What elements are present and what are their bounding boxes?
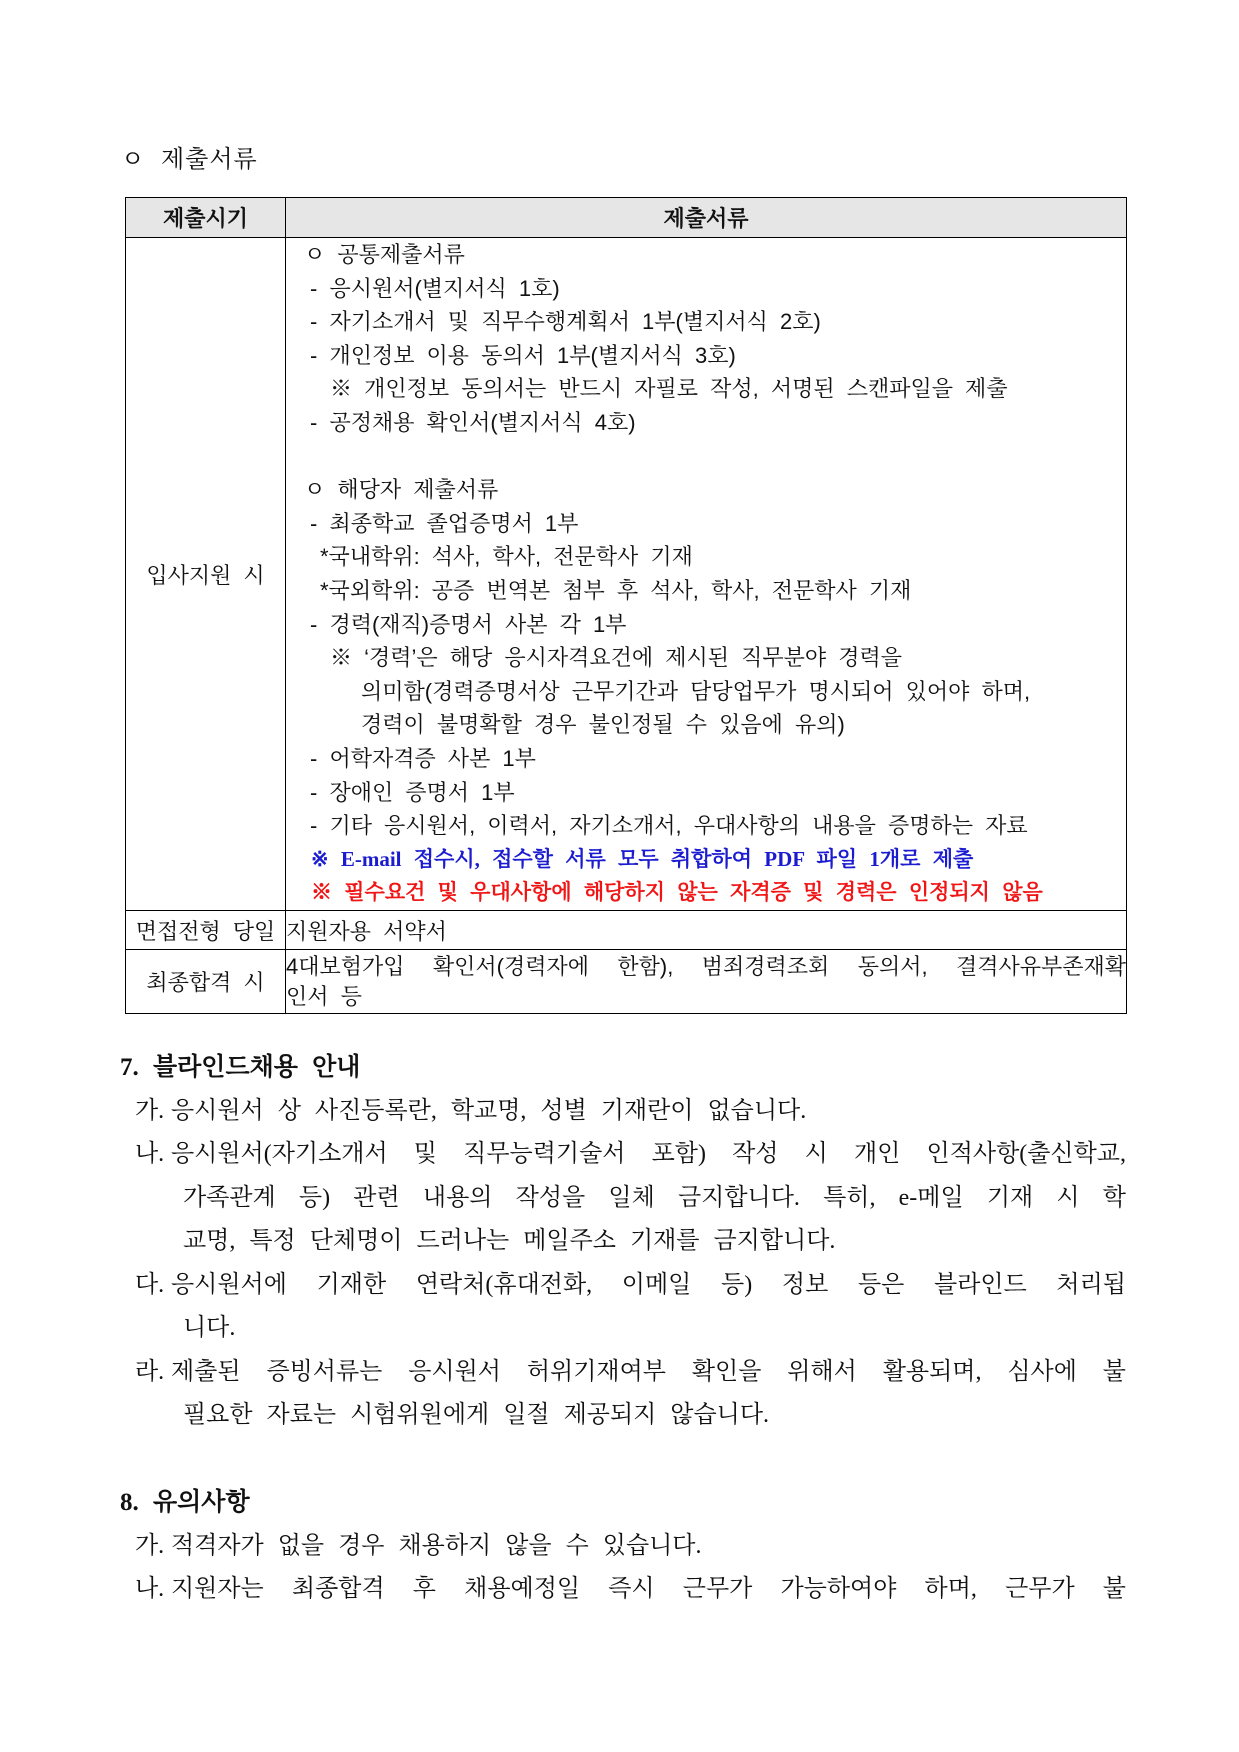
timing-cell: 최종합격 시 — [126, 950, 286, 1014]
document-item: - 경력(재직)증명서 사본 각 1부 — [310, 611, 627, 637]
document-note: ※ 개인정보 동의서는 반드시 자필로 작성, 서명된 스캔파일을 제출 — [330, 376, 1008, 402]
item-text-continued: 필요한 자료는 시험위원에게 일절 제공되지 않습니다. — [183, 1402, 770, 1428]
section-spacer — [120, 1438, 1126, 1482]
submission-docs-intro — [121, 143, 258, 177]
documents-cell — [286, 950, 1127, 1014]
list-item — [120, 1264, 1126, 1308]
timing-cell: 면접전형 당일 — [126, 911, 286, 950]
document-item: - 최종학교 졸업증명서 1부 — [310, 510, 579, 536]
table-row — [126, 950, 1127, 1014]
list-item — [120, 1133, 1126, 1177]
timing-cell: 입사지원 시 — [126, 238, 286, 911]
document-item: - 기타 응시원서, 이력서, 자기소개서, 우대사항의 내용을 증명하는 자료 — [310, 813, 1028, 839]
column-header-documents: 제출서류 — [286, 198, 1127, 238]
document-note: ※ ‘경력’은 해당 응시자격요건에 제시된 직무분야 경력을 — [330, 645, 902, 671]
document-note-continued: 경력이 불명확할 경우 불인정될 수 있음에 유의) — [361, 712, 845, 738]
document-sub-item: *국내학위: 석사, 학사, 전문학사 기재 — [320, 544, 693, 570]
section-heading-blind-hiring: 7. 블라인드채용 안내 — [120, 1054, 361, 1081]
document-item: - 어학자격증 사본 1부 — [310, 745, 536, 771]
item-text-continued: 교명, 특정 단체명이 드러나는 메일주소 기재를 금지합니다. — [183, 1228, 836, 1254]
document-item: - 자기소개서 및 직무수행계획서 1부(별지서식 2호) — [310, 309, 821, 335]
document-item: - 응시원서(별지서식 1호) — [310, 275, 560, 301]
document-line: 4대보험가입 확인서(경력자에 한함), 범죄경력조회 동의서, 결격사유부존재확 — [286, 953, 1126, 979]
table-header-row — [126, 198, 1127, 238]
notice-sections — [120, 1046, 1126, 1612]
item-text: 응시원서에 기재한 연락처(휴대전화, 이메일 등) 정보 등은 블라인드 처리됩 — [171, 1271, 1126, 1298]
item-text: 응시원서(자기소개서 및 직무능력기술서 포함) 작성 시 개인 인적사항(출신학교, — [171, 1141, 1126, 1167]
submission-documents-table — [125, 197, 1127, 1014]
item-text-continued: 니다. — [183, 1315, 236, 1341]
item-text: 제출된 증빙서류는 응시원서 허위기재여부 확인을 위해서 활용되며, 심사에 불 — [171, 1358, 1126, 1385]
email-submission-notice: ※ E-mail 접수시, 접수할 서류 모두 취합하여 PDF 파일 1개로 제출 — [311, 846, 974, 871]
document-item: - 공정채용 확인서(별지서식 4호) — [310, 409, 636, 435]
document-line: 인서 등 — [286, 983, 362, 1009]
list-item — [120, 1568, 1126, 1612]
documents-cell: 지원자용 서약서 — [286, 911, 1127, 950]
not-recognized-warning: ※ 필수요건 및 우대사항에 해당하지 않는 자격증 및 경력은 인정되지 않음 — [311, 880, 1043, 905]
document-item: - 장애인 증명서 1부 — [310, 779, 515, 805]
document-sub-item: *국외학위: 공증 번역본 첨부 후 석사, 학사, 전문학사 기재 — [320, 577, 912, 603]
item-label: 나. — [135, 1576, 165, 1602]
column-header-timing: 제출시기 — [126, 198, 286, 238]
circle-bullet-icon: ㅇ — [121, 146, 145, 173]
table-row — [126, 238, 1127, 911]
item-label: 나. — [135, 1141, 165, 1167]
section-heading-cautions: 8. 유의사항 — [120, 1489, 250, 1516]
item-label: 라. — [135, 1358, 165, 1385]
blank-line — [286, 440, 1126, 474]
list-item — [120, 1525, 1126, 1569]
item-text: 지원자는 최종합격 후 채용예정일 즉시 근무가 가능하여야 하며, 근무가 불 — [171, 1576, 1126, 1602]
item-text-continued: 가족관계 등) 관련 내용의 작성을 일체 금지합니다. 특히, e-메일 기재 시 학 — [183, 1184, 1126, 1211]
list-item — [120, 1090, 1126, 1134]
document-item: - 개인정보 이용 동의서 1부(별지서식 3호) — [310, 342, 736, 368]
item-text: 응시원서 상 사진등록란, 학교명, 성별 기재란이 없습니다. — [171, 1097, 807, 1124]
intro-title: 제출서류 — [161, 146, 258, 173]
table-row — [126, 911, 1127, 950]
item-label: 다. — [135, 1271, 165, 1298]
group-heading-common: ㅇ 공통제출서류 — [304, 242, 465, 267]
list-item — [120, 1351, 1126, 1395]
documents-cell — [286, 238, 1127, 911]
group-heading-applicable: ㅇ 해당자 제출서류 — [304, 477, 499, 503]
document-note-continued: 의미함(경력증명서상 근무기간과 담당업무가 명시되어 있어야 하며, — [361, 678, 1031, 704]
item-label: 가. — [135, 1532, 165, 1559]
item-label: 가. — [135, 1097, 165, 1124]
item-text: 적격자가 없을 경우 채용하지 않을 수 있습니다. — [171, 1532, 702, 1559]
